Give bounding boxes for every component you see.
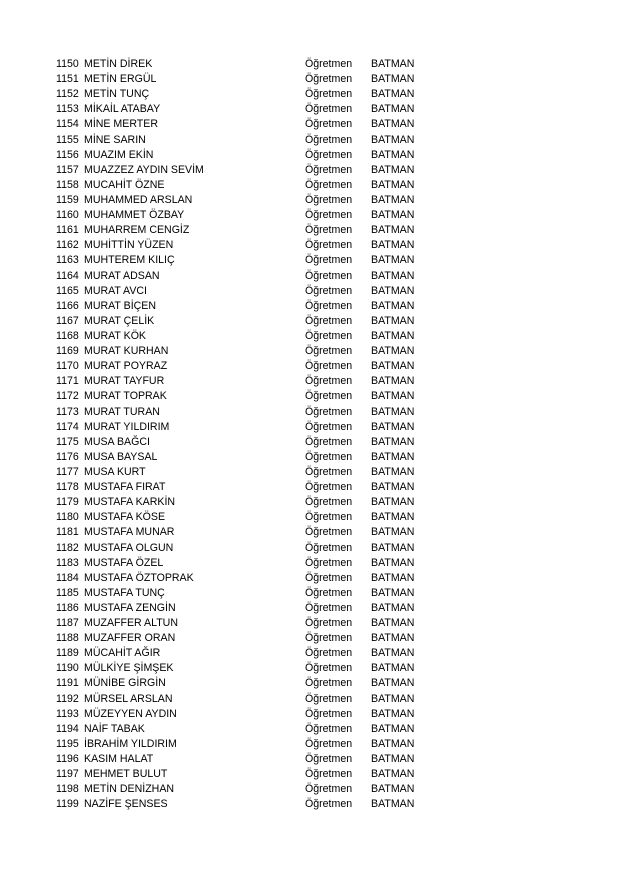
row-number: 1193 xyxy=(56,707,79,720)
list-row xyxy=(0,525,620,540)
city-name: BATMAN xyxy=(371,284,415,297)
list-row xyxy=(0,102,620,117)
person-name: MURAT TAYFUR xyxy=(84,375,165,388)
city-name: BATMAN xyxy=(371,405,415,418)
city-name: BATMAN xyxy=(371,526,415,539)
job-title: Öğretmen xyxy=(305,737,353,750)
city-name: BATMAN xyxy=(371,632,415,645)
city-name: BATMAN xyxy=(371,601,415,614)
list-row xyxy=(0,314,620,329)
list-row xyxy=(0,616,620,631)
list-row xyxy=(0,72,620,87)
job-title: Öğretmen xyxy=(305,768,353,781)
city-name: BATMAN xyxy=(371,148,415,161)
list-row xyxy=(0,510,620,525)
person-name: MUSA BAĞCI xyxy=(84,435,150,448)
list-row xyxy=(0,269,620,284)
city-name: BATMAN xyxy=(371,299,415,312)
row-number: 1152 xyxy=(56,88,79,101)
person-name: MURAT KURHAN xyxy=(84,345,169,358)
person-name: MUSTAFA OLGUN xyxy=(84,541,174,554)
job-title: Öğretmen xyxy=(305,329,353,342)
row-number: 1172 xyxy=(56,390,79,403)
row-number: 1163 xyxy=(56,254,79,267)
person-name: MUSTAFA MUNAR xyxy=(84,526,175,539)
row-number: 1155 xyxy=(56,133,79,146)
list-row xyxy=(0,374,620,389)
person-name: MUSTAFA KARKİN xyxy=(84,496,176,509)
job-title: Öğretmen xyxy=(305,103,353,116)
city-name: BATMAN xyxy=(371,209,415,222)
person-name: MEHMET BULUT xyxy=(84,768,168,781)
city-name: BATMAN xyxy=(371,390,415,403)
job-title: Öğretmen xyxy=(305,58,353,70)
row-number: 1187 xyxy=(56,617,79,630)
city-name: BATMAN xyxy=(371,798,415,811)
list-row xyxy=(0,661,620,676)
row-number: 1188 xyxy=(56,632,79,645)
list-row xyxy=(0,722,620,737)
list-row xyxy=(0,556,620,571)
row-number: 1178 xyxy=(56,481,79,494)
city-name: BATMAN xyxy=(371,254,415,267)
list-row xyxy=(0,405,620,420)
city-name: BATMAN xyxy=(371,118,415,131)
job-title: Öğretmen xyxy=(305,511,353,524)
list-row xyxy=(0,676,620,691)
row-number: 1157 xyxy=(56,163,79,176)
person-name: İBRAHİM YILDIRIM xyxy=(84,737,177,750)
list-row xyxy=(0,465,620,480)
city-name: BATMAN xyxy=(371,753,415,766)
city-name: BATMAN xyxy=(371,541,415,554)
teacher-list xyxy=(0,57,620,812)
list-row xyxy=(0,571,620,586)
list-row xyxy=(0,767,620,782)
person-name: MURAT TURAN xyxy=(84,405,160,418)
row-number: 1162 xyxy=(56,239,79,252)
city-name: BATMAN xyxy=(371,58,415,70)
list-row xyxy=(0,117,620,132)
row-number: 1156 xyxy=(56,148,79,161)
job-title: Öğretmen xyxy=(305,496,353,509)
list-row xyxy=(0,299,620,314)
city-name: BATMAN xyxy=(371,314,415,327)
city-name: BATMAN xyxy=(371,435,415,448)
person-name: MUSA BAYSAL xyxy=(84,450,158,463)
row-number: 1153 xyxy=(56,103,79,116)
city-name: BATMAN xyxy=(371,692,415,705)
list-row xyxy=(0,450,620,465)
person-name: MUSTAFA ÖZEL xyxy=(84,556,164,569)
person-name: MÜCAHİT AĞIR xyxy=(84,647,161,660)
city-name: BATMAN xyxy=(371,269,415,282)
person-name: MUAZZEZ AYDIN SEVİM xyxy=(84,163,204,176)
person-name: MUHARREM CENGİZ xyxy=(84,224,190,237)
job-title: Öğretmen xyxy=(305,420,353,433)
row-number: 1169 xyxy=(56,345,79,358)
list-row xyxy=(0,541,620,556)
row-number: 1170 xyxy=(56,360,79,373)
city-name: BATMAN xyxy=(371,737,415,750)
person-name: MİNE MERTER xyxy=(84,118,158,131)
job-title: Öğretmen xyxy=(305,541,353,554)
job-title: Öğretmen xyxy=(305,239,353,252)
list-row xyxy=(0,148,620,163)
job-title: Öğretmen xyxy=(305,193,353,206)
list-row xyxy=(0,435,620,450)
person-name: MURAT ADSAN xyxy=(84,269,160,282)
person-name: MUSTAFA ZENGİN xyxy=(84,601,176,614)
list-row xyxy=(0,87,620,102)
row-number: 1192 xyxy=(56,692,79,705)
list-row xyxy=(0,389,620,404)
row-number: 1164 xyxy=(56,269,79,282)
job-title: Öğretmen xyxy=(305,269,353,282)
job-title: Öğretmen xyxy=(305,753,353,766)
row-number: 1191 xyxy=(56,677,79,690)
job-title: Öğretmen xyxy=(305,722,353,735)
city-name: BATMAN xyxy=(371,496,415,509)
person-name: NAZİFE ŞENSES xyxy=(84,798,168,811)
person-name: MUSA KURT xyxy=(84,465,146,478)
list-row xyxy=(0,163,620,178)
row-number: 1165 xyxy=(56,284,79,297)
list-row xyxy=(0,284,620,299)
list-row xyxy=(0,646,620,661)
city-name: BATMAN xyxy=(371,360,415,373)
job-title: Öğretmen xyxy=(305,571,353,584)
job-title: Öğretmen xyxy=(305,601,353,614)
city-name: BATMAN xyxy=(371,420,415,433)
row-number: 1168 xyxy=(56,329,79,342)
row-number: 1159 xyxy=(56,193,79,206)
city-name: BATMAN xyxy=(371,193,415,206)
city-name: BATMAN xyxy=(371,465,415,478)
row-number: 1161 xyxy=(56,224,79,237)
person-name: MÜZEYYEN AYDIN xyxy=(84,707,177,720)
person-name: MUSTAFA TUNÇ xyxy=(84,586,165,599)
person-name: MUSTAFA ÖZTOPRAK xyxy=(84,571,194,584)
person-name: NAİF TABAK xyxy=(84,722,145,735)
list-row xyxy=(0,57,620,72)
city-name: BATMAN xyxy=(371,677,415,690)
job-title: Öğretmen xyxy=(305,314,353,327)
list-row xyxy=(0,586,620,601)
city-name: BATMAN xyxy=(371,768,415,781)
person-name: MURAT KÖK xyxy=(84,329,146,342)
job-title: Öğretmen xyxy=(305,647,353,660)
row-number: 1173 xyxy=(56,405,79,418)
person-name: MURAT YILDIRIM xyxy=(84,420,170,433)
row-number: 1183 xyxy=(56,556,79,569)
person-name: MUHAMMET ÖZBAY xyxy=(84,209,185,222)
job-title: Öğretmen xyxy=(305,707,353,720)
person-name: MURAT ÇELİK xyxy=(84,314,155,327)
job-title: Öğretmen xyxy=(305,163,353,176)
city-name: BATMAN xyxy=(371,647,415,660)
list-row xyxy=(0,223,620,238)
row-number: 1185 xyxy=(56,586,79,599)
row-number: 1182 xyxy=(56,541,79,554)
job-title: Öğretmen xyxy=(305,73,353,86)
row-number: 1184 xyxy=(56,571,79,584)
person-name: MURAT POYRAZ xyxy=(84,360,168,373)
list-row xyxy=(0,178,620,193)
person-name: MUHAMMED ARSLAN xyxy=(84,193,193,206)
person-name: MUHTEREM KILIÇ xyxy=(84,254,175,267)
city-name: BATMAN xyxy=(371,329,415,342)
city-name: BATMAN xyxy=(371,707,415,720)
row-number: 1176 xyxy=(56,450,79,463)
person-name: METİN DİREK xyxy=(84,58,153,70)
list-row xyxy=(0,253,620,268)
city-name: BATMAN xyxy=(371,103,415,116)
city-name: BATMAN xyxy=(371,571,415,584)
job-title: Öğretmen xyxy=(305,133,353,146)
city-name: BATMAN xyxy=(371,556,415,569)
person-name: METİN DENİZHAN xyxy=(84,783,175,796)
row-number: 1166 xyxy=(56,299,79,312)
city-name: BATMAN xyxy=(371,586,415,599)
city-name: BATMAN xyxy=(371,88,415,101)
row-number: 1196 xyxy=(56,753,79,766)
city-name: BATMAN xyxy=(371,375,415,388)
row-number: 1198 xyxy=(56,783,79,796)
person-name: MURAT AVCI xyxy=(84,284,147,297)
row-number: 1160 xyxy=(56,209,79,222)
city-name: BATMAN xyxy=(371,511,415,524)
row-number: 1177 xyxy=(56,465,79,478)
list-row xyxy=(0,692,620,707)
city-name: BATMAN xyxy=(371,163,415,176)
person-name: KASIM HALAT xyxy=(84,753,154,766)
job-title: Öğretmen xyxy=(305,390,353,403)
list-row xyxy=(0,601,620,616)
job-title: Öğretmen xyxy=(305,345,353,358)
row-number: 1171 xyxy=(56,375,79,388)
city-name: BATMAN xyxy=(371,662,415,675)
person-name: MUHİTTİN YÜZEN xyxy=(84,239,174,252)
row-number: 1186 xyxy=(56,601,79,614)
row-number: 1150 xyxy=(56,58,79,70)
row-number: 1195 xyxy=(56,737,79,750)
person-name: MURAT TOPRAK xyxy=(84,390,167,403)
list-row xyxy=(0,420,620,435)
list-row xyxy=(0,797,620,812)
job-title: Öğretmen xyxy=(305,450,353,463)
job-title: Öğretmen xyxy=(305,299,353,312)
list-row xyxy=(0,238,620,253)
person-name: MÜNİBE GİRGİN xyxy=(84,677,166,690)
list-row xyxy=(0,208,620,223)
list-row xyxy=(0,737,620,752)
job-title: Öğretmen xyxy=(305,209,353,222)
city-name: BATMAN xyxy=(371,345,415,358)
row-number: 1199 xyxy=(56,798,79,811)
list-row xyxy=(0,193,620,208)
row-number: 1189 xyxy=(56,647,79,660)
list-row xyxy=(0,752,620,767)
city-name: BATMAN xyxy=(371,224,415,237)
city-name: BATMAN xyxy=(371,617,415,630)
job-title: Öğretmen xyxy=(305,178,353,191)
job-title: Öğretmen xyxy=(305,617,353,630)
job-title: Öğretmen xyxy=(305,798,353,811)
job-title: Öğretmen xyxy=(305,405,353,418)
row-number: 1158 xyxy=(56,178,79,191)
job-title: Öğretmen xyxy=(305,284,353,297)
city-name: BATMAN xyxy=(371,133,415,146)
city-name: BATMAN xyxy=(371,783,415,796)
row-number: 1175 xyxy=(56,435,79,448)
list-row xyxy=(0,344,620,359)
row-number: 1181 xyxy=(56,526,79,539)
job-title: Öğretmen xyxy=(305,783,353,796)
person-name: MİKAİL ATABAY xyxy=(84,103,161,116)
job-title: Öğretmen xyxy=(305,360,353,373)
list-row xyxy=(0,133,620,148)
job-title: Öğretmen xyxy=(305,465,353,478)
person-name: MİNE SARIN xyxy=(84,133,146,146)
list-row xyxy=(0,480,620,495)
job-title: Öğretmen xyxy=(305,88,353,101)
list-row xyxy=(0,631,620,646)
job-title: Öğretmen xyxy=(305,632,353,645)
job-title: Öğretmen xyxy=(305,375,353,388)
job-title: Öğretmen xyxy=(305,556,353,569)
person-name: MUSTAFA KÖSE xyxy=(84,511,166,524)
city-name: BATMAN xyxy=(371,481,415,494)
row-number: 1194 xyxy=(56,722,79,735)
person-name: MURAT BİÇEN xyxy=(84,299,157,312)
person-name: MÜRSEL ARSLAN xyxy=(84,692,173,705)
job-title: Öğretmen xyxy=(305,481,353,494)
person-name: METİN TUNÇ xyxy=(84,88,150,101)
city-name: BATMAN xyxy=(371,450,415,463)
list-row xyxy=(0,329,620,344)
job-title: Öğretmen xyxy=(305,118,353,131)
person-name: MUZAFFER ORAN xyxy=(84,632,176,645)
list-row xyxy=(0,782,620,797)
job-title: Öğretmen xyxy=(305,586,353,599)
job-title: Öğretmen xyxy=(305,677,353,690)
city-name: BATMAN xyxy=(371,722,415,735)
list-row xyxy=(0,707,620,722)
person-name: METİN ERGÜL xyxy=(84,73,157,86)
row-number: 1151 xyxy=(56,73,79,86)
person-name: MUAZIM EKİN xyxy=(84,148,154,161)
job-title: Öğretmen xyxy=(305,148,353,161)
row-number: 1154 xyxy=(56,118,79,131)
person-name: MUSTAFA FIRAT xyxy=(84,481,166,494)
row-number: 1167 xyxy=(56,314,79,327)
person-name: MUCAHİT ÖZNE xyxy=(84,178,165,191)
list-row xyxy=(0,359,620,374)
list-row xyxy=(0,495,620,510)
city-name: BATMAN xyxy=(371,178,415,191)
row-number: 1174 xyxy=(56,420,79,433)
job-title: Öğretmen xyxy=(305,254,353,267)
row-number: 1180 xyxy=(56,511,79,524)
person-name: MÜLKİYE ŞİMŞEK xyxy=(84,662,174,675)
row-number: 1179 xyxy=(56,496,79,509)
job-title: Öğretmen xyxy=(305,435,353,448)
city-name: BATMAN xyxy=(371,73,415,86)
job-title: Öğretmen xyxy=(305,692,353,705)
job-title: Öğretmen xyxy=(305,662,353,675)
person-name: MUZAFFER ALTUN xyxy=(84,617,178,630)
row-number: 1197 xyxy=(56,768,79,781)
job-title: Öğretmen xyxy=(305,224,353,237)
row-number: 1190 xyxy=(56,662,79,675)
city-name: BATMAN xyxy=(371,239,415,252)
job-title: Öğretmen xyxy=(305,526,353,539)
